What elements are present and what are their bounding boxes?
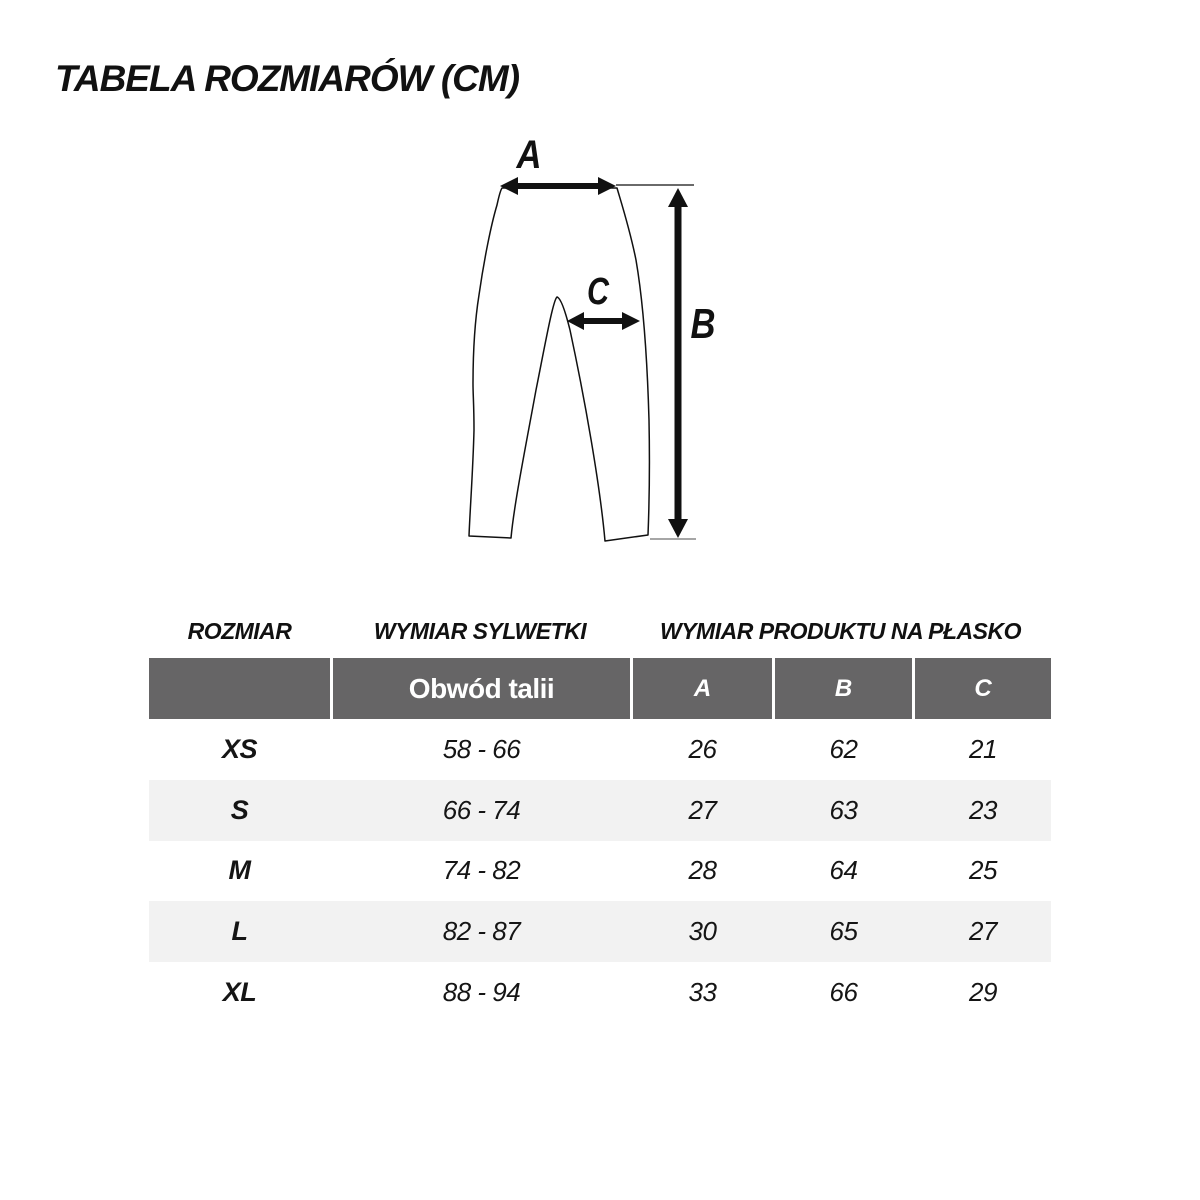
header-cell-empty: [149, 658, 330, 719]
measure-a: 26: [688, 733, 717, 764]
size-label: S: [230, 794, 249, 825]
measure-b: 65: [829, 916, 858, 947]
diagram-label-c: C: [587, 271, 610, 313]
waist-range: 88 - 94: [442, 977, 521, 1008]
arrow-a: [500, 177, 616, 195]
waist-range: 74 - 82: [442, 855, 521, 886]
measure-c: 23: [969, 794, 997, 825]
size-table: [149, 618, 1051, 1023]
table-row-xl: [149, 962, 1051, 1023]
header-cell-waist: Obwód talii: [333, 658, 630, 719]
table-row-xs: [149, 719, 1051, 780]
table-header-row: [149, 658, 1051, 719]
table-row-l: [149, 901, 1051, 962]
waist-range: 66 - 74: [442, 794, 521, 825]
measure-a: 28: [688, 855, 717, 886]
size-label: XS: [221, 733, 258, 764]
group-header-wymiar-produktu: WYMIAR PRODUKTU NA PŁASKO: [659, 618, 1022, 644]
pants-measurement-diagram: [440, 130, 740, 560]
measure-c: 27: [969, 916, 997, 947]
diagram-label-b: B: [690, 300, 716, 347]
arrow-c: [567, 312, 640, 330]
size-label: M: [228, 855, 251, 886]
measure-a: 27: [688, 794, 717, 825]
group-header-wymiar-sylwetki: WYMIAR SYLWETKI: [373, 618, 587, 644]
waist-range: 58 - 66: [442, 733, 521, 764]
table-group-headers: [149, 618, 1051, 644]
header-cell-a: A: [633, 658, 772, 719]
size-label: L: [231, 916, 248, 947]
size-label: XL: [222, 977, 257, 1008]
header-cell-b: B: [775, 658, 912, 719]
measure-b: 62: [829, 733, 858, 764]
page-title: TABELA ROZMIARÓW (CM): [55, 58, 520, 99]
measure-a: 30: [688, 916, 717, 947]
pants-outline: [469, 188, 649, 541]
header-cell-c: C: [915, 658, 1051, 719]
measure-b: 63: [829, 794, 858, 825]
arrow-b: [668, 188, 688, 538]
measure-c: 25: [969, 855, 997, 886]
group-header-rozmiar: ROZMIAR: [187, 618, 292, 644]
measure-a: 33: [688, 977, 717, 1008]
measure-b: 66: [829, 977, 858, 1008]
measure-b: 64: [829, 855, 858, 886]
table-row-s: [149, 780, 1051, 841]
measure-c: 29: [969, 977, 997, 1008]
waist-range: 82 - 87: [442, 916, 521, 947]
measure-c: 21: [969, 733, 997, 764]
table-row-m: [149, 841, 1051, 902]
diagram-label-a: A: [515, 133, 542, 177]
